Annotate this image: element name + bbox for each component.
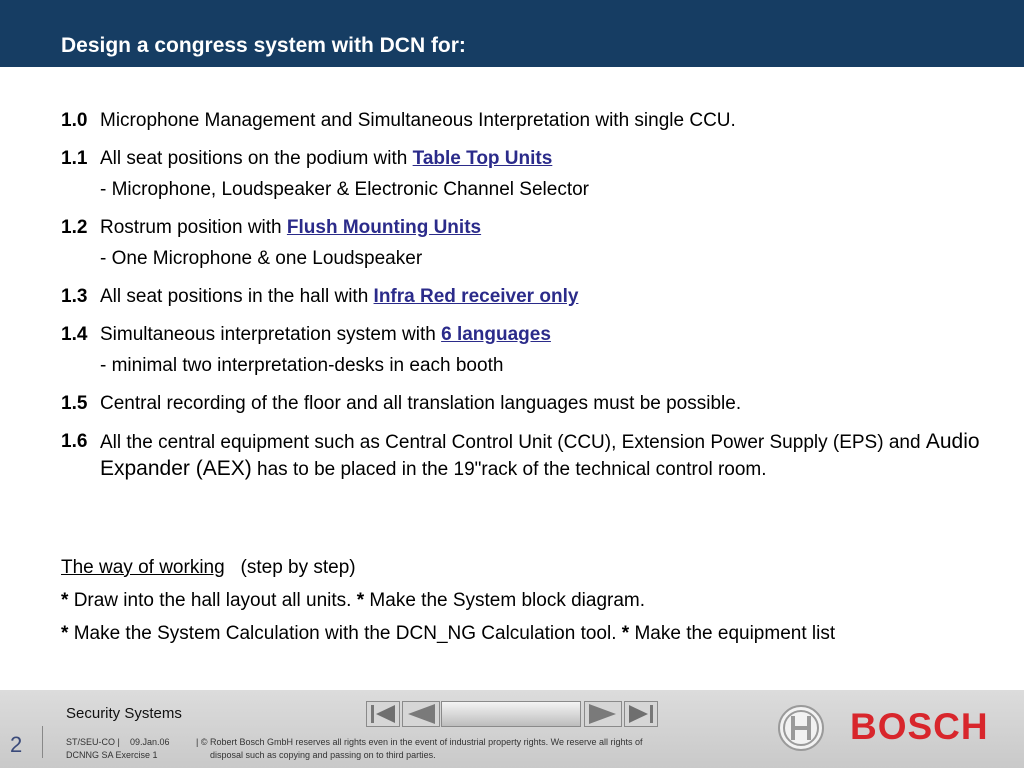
bullet-star: * (621, 623, 630, 644)
way-of-working (61, 555, 1021, 647)
item-number: 1.2 (61, 217, 88, 238)
page-number: 2 (10, 732, 23, 757)
infra-red-receiver-link[interactable]: Infra Red receiver only (373, 286, 579, 307)
table-top-units-link[interactable]: Table Top Units (412, 148, 553, 169)
item-1-4 (61, 322, 1011, 379)
bullet-star: * (61, 590, 69, 611)
footer-copyright-2: disposal such as copying and passing on to third parties. (210, 750, 436, 760)
step-calculation: Make the System Calculation with the DCN_NG Calculation tool. (73, 623, 617, 644)
item-text: Simultaneous interpretation system with (100, 324, 442, 345)
footer-dept: ST/SEU-CO | (66, 737, 120, 747)
item-1-5 (61, 391, 1011, 417)
next-slide-icon[interactable] (584, 701, 622, 727)
last-slide-icon[interactable] (624, 701, 658, 727)
item-subtext: - One Microphone & one Loudspeaker (100, 248, 423, 269)
item-number: 1.1 (61, 148, 88, 169)
item-text: Microphone Management and Simultaneous Interpretation with single CCU. (100, 110, 736, 131)
step-equipment-list: Make the equipment list (634, 623, 836, 644)
item-1-1 (61, 146, 1011, 203)
item-number: 1.6 (61, 431, 88, 452)
item-text: Central recording of the floor and all translation languages must be possible. (100, 393, 742, 414)
item-subtext: - minimal two interpretation-desks in each booth (100, 355, 504, 376)
bullet-star: * (356, 590, 365, 611)
footer-copyright-1: | © Robert Bosch GmbH reserves all rights even in the event of industrial property rights. We reserve all rights of (196, 737, 643, 747)
item-1-6 (61, 429, 1011, 483)
item-1-3 (61, 284, 1011, 310)
item-text-cont: has to be placed in the 19"rack of the technical control room. (251, 459, 767, 480)
item-text: All the central equipment such as Central Control Unit (CCU), Extension Power Supply (EPS) and (100, 432, 926, 453)
way-title: The way of working (61, 557, 225, 578)
bullet-star: * (61, 623, 69, 644)
bosch-logo: BOSCH (850, 706, 989, 747)
six-languages-link[interactable]: 6 languages (441, 324, 551, 345)
requirements-list (61, 108, 1011, 495)
way-subtitle: (step by step) (240, 557, 356, 578)
previous-slide-icon[interactable] (402, 701, 440, 727)
flush-mounting-units-link[interactable]: Flush Mounting Units (286, 217, 482, 238)
audio-expander-text: Audio Expander (AEX) (100, 430, 980, 480)
step-draw-layout: Draw into the hall layout all units. (73, 590, 352, 611)
item-text: All seat positions on the podium with (100, 148, 413, 169)
footer-date: 09.Jan.06 (130, 737, 170, 747)
item-number: 1.0 (61, 110, 88, 131)
footer-doc: DCNNG SA Exercise 1 (66, 750, 158, 760)
item-subtext: - Microphone, Loudspeaker & Electronic Channel Selector (100, 179, 589, 200)
company-name: Security Systems (66, 705, 182, 722)
item-text: Rostrum position with (100, 217, 287, 238)
way-step-line-1 (61, 588, 1021, 614)
item-text: All seat positions in the hall with (100, 286, 374, 307)
slide-title: Design a congress system with DCN for: (61, 34, 466, 57)
item-1-2 (61, 215, 1011, 272)
item-number: 1.4 (61, 324, 88, 345)
slide-progress-bar[interactable] (441, 701, 581, 727)
item-1-0 (61, 108, 1011, 134)
bosch-armature-icon (777, 704, 825, 752)
title-bar (0, 0, 1024, 67)
step-block-diagram: Make the System block diagram. (369, 590, 646, 611)
first-slide-icon[interactable] (366, 701, 400, 727)
footer-divider (42, 726, 43, 758)
item-number: 1.3 (61, 286, 88, 307)
way-step-line-2 (61, 621, 1021, 647)
way-heading (61, 555, 1021, 581)
item-number: 1.5 (61, 393, 88, 414)
